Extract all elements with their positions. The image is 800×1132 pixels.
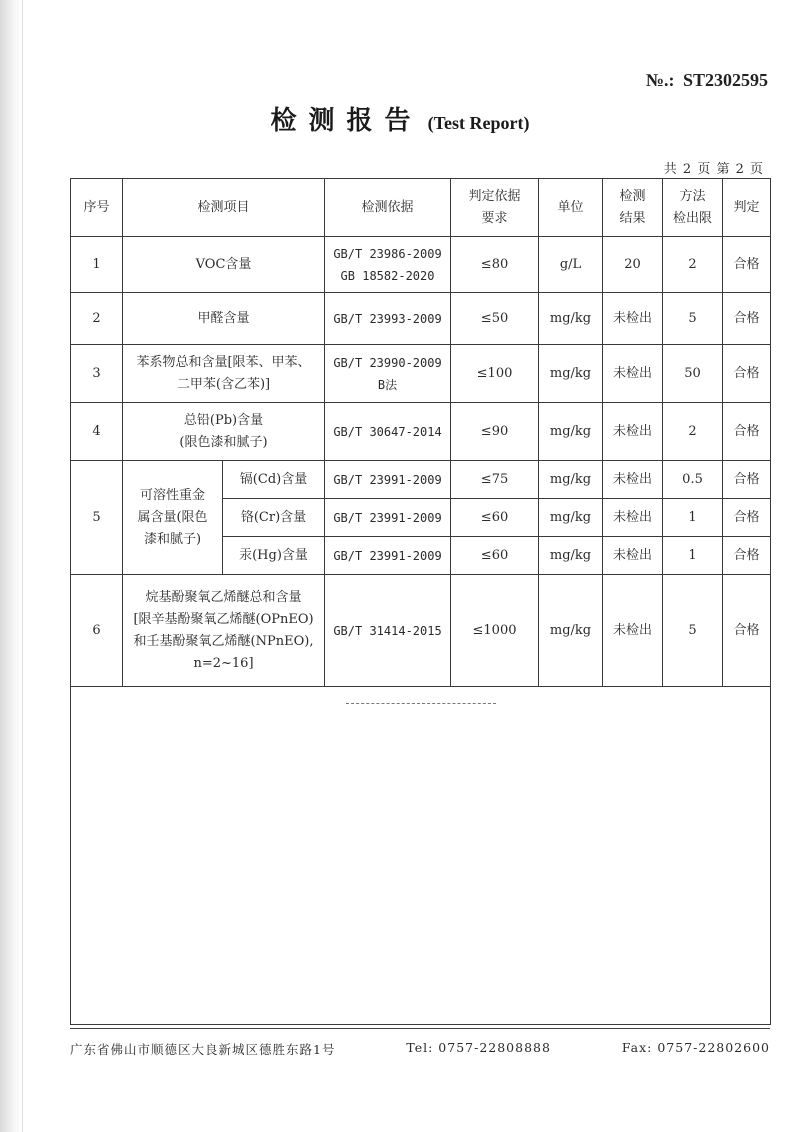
footer: [70, 1040, 770, 1058]
col-header-item: 检测项目: [123, 179, 325, 237]
table-row: 3 苯系物总和含量[限苯、甲苯、 二甲苯(含乙苯)] GB/T 23990-2009 B法 ≤100 mg/kg 未检出 50 合格: [71, 345, 771, 403]
binding-edge: [0, 0, 22, 1132]
page-title: [0, 100, 800, 137]
col-header-requirement: 判定依据 要求: [451, 179, 539, 237]
end-of-report-dashed-line: [346, 703, 496, 704]
table-row: 铬(Cr)含量 GB/T 23991-2009 ≤60 mg/kg 未检出 1 合格: [71, 499, 771, 537]
table-row: 6 烷基酚聚氧乙烯醚总和含量 [限辛基酚聚氧乙烯醚(OPnEO) 和壬基酚聚氧乙烯醚(NPnEO), n=2~16] GB/T 31414-2015 ≤1000 mg/kg 未检出 5 合格: [71, 575, 771, 687]
table-row: 2 甲醛含量 GB/T 23993-2009 ≤50 mg/kg 未检出 5 合格: [71, 293, 771, 345]
table-row: 1 VOC含量 GB/T 23986-2009 GB 18582-2020 ≤80 g/L 20 2 合格: [71, 237, 771, 293]
col-header-detection-limit: 方法 检出限: [663, 179, 723, 237]
col-header-no: 序号: [71, 179, 123, 237]
col-header-basis: 检测依据: [325, 179, 451, 237]
table-row: 5 可溶性重金 属含量(限色 漆和腻子) 镉(Cd)含量 GB/T 23991-2009 ≤75 mg/kg 未检出 0.5 合格: [71, 461, 771, 499]
col-header-verdict: 判定: [723, 179, 771, 237]
group-label: 可溶性重金 属含量(限色 漆和腻子): [123, 461, 223, 575]
table-header-row: [71, 179, 771, 237]
test-report-table: [70, 178, 771, 1025]
footer-tel: Tel: 0757-22808888: [406, 1040, 551, 1055]
footer-address: 广东省佛山市顺德区大良新城区德胜东路1号: [70, 1042, 336, 1057]
report-number-label: №.:: [645, 70, 675, 90]
col-header-result: 检测 结果: [603, 179, 663, 237]
page-count: 共 2 页 第 2 页: [663, 162, 764, 177]
title-chinese: 检测报告: [270, 106, 423, 136]
col-header-unit: 单位: [539, 179, 603, 237]
footer-rule: [70, 1028, 770, 1029]
report-number: [646, 70, 768, 91]
table-blank-area: [71, 687, 771, 1025]
report-number-value: ST2302595: [682, 70, 768, 90]
table-row: 4 总铅(Pb)含量 (限色漆和腻子) GB/T 30647-2014 ≤90 mg/kg 未检出 2 合格: [71, 403, 771, 461]
table-row: 汞(Hg)含量 GB/T 23991-2009 ≤60 mg/kg 未检出 1 合格: [71, 537, 771, 575]
footer-fax: Fax: 0757-22802600: [621, 1040, 770, 1055]
binding-line: [22, 0, 23, 1132]
title-english: (Test Report): [427, 113, 530, 133]
